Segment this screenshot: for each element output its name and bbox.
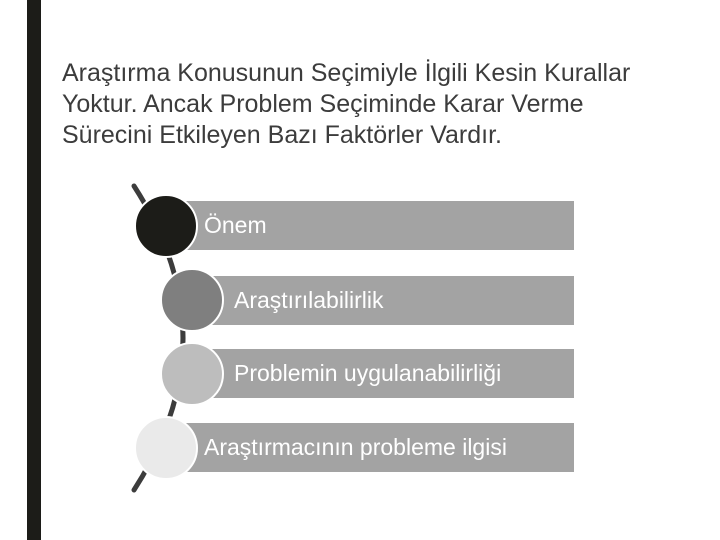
factor-label: Araştırmacının probleme ilgisi	[204, 434, 507, 460]
factor-bullet-uygulanabilirlik	[160, 342, 224, 406]
factor-band-uygulanabilirlik	[196, 349, 574, 398]
factor-bullet-ilgi	[134, 416, 198, 480]
factor-label: Araştırılabilirlik	[234, 287, 384, 313]
factor-bullet-arastirilabilirlik	[160, 268, 224, 332]
factor-label: Problemin uygulanabilirliği	[234, 360, 502, 386]
factor-band-ilgi	[170, 423, 574, 472]
slide-title: Araştırma Konusunun Seçimiyle İlgili Kesin Kurallar Yoktur. Ancak Problem Seçiminde Karar Verme Sürecini Etkileyen Bazı Faktörler Vardır.	[62, 59, 631, 149]
factor-band-onem	[170, 201, 574, 250]
factor-label: Önem	[204, 212, 267, 238]
factor-bullet-onem	[134, 194, 198, 258]
factor-band-arastirilabilirlik	[196, 276, 574, 325]
